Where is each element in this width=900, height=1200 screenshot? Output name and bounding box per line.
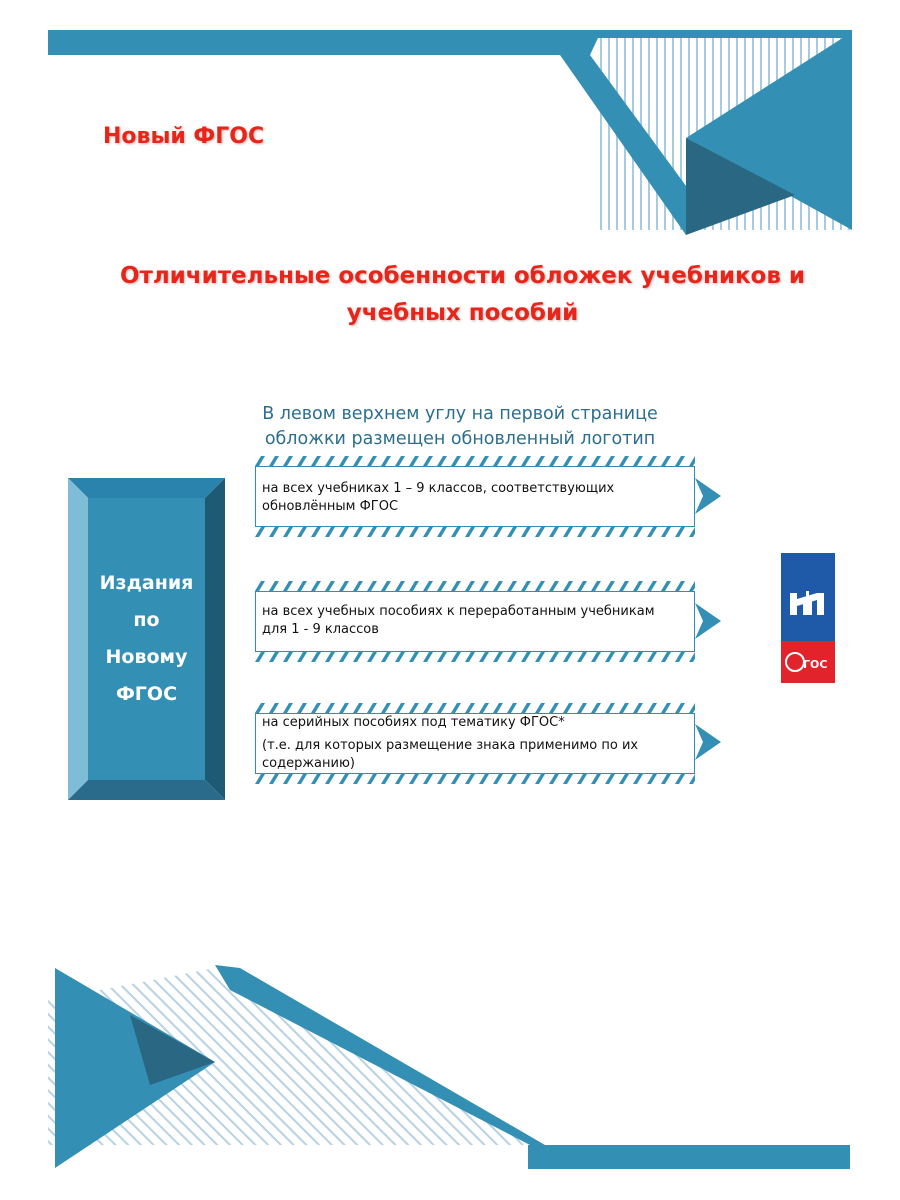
note-line-1: В левом верхнем углу на первой странице	[262, 404, 658, 424]
item-3-stripes-bottom	[255, 774, 695, 784]
item-2-line-1: на всех учебных пособиях к переработанным учебникам	[262, 604, 655, 619]
item-3-line-2: (т.е. для которых размещение знака применимо по их	[262, 738, 639, 753]
bottom-left-triangle	[55, 968, 215, 1168]
item-1-arrow-icon	[695, 478, 721, 514]
item-1-stripes-bottom	[255, 527, 695, 537]
item-3-line-3: содержанию)	[262, 756, 355, 771]
item-1-stripes-top	[255, 456, 695, 466]
item-3-arrow-icon	[695, 724, 721, 760]
item-2-box	[255, 591, 695, 652]
editions-line-2: по	[133, 609, 160, 631]
page-label: Новый ФГОС	[103, 124, 265, 149]
item-1-line-2: обновлённым ФГОС	[262, 499, 399, 514]
svg-text:ГОС: ГОС	[803, 658, 828, 671]
editions-line-1: Издания	[99, 572, 194, 594]
item-3-line-1: на серийных пособиях под тематику ФГОС*	[262, 715, 565, 730]
logo-placement-note	[230, 402, 690, 452]
editions-line-3: Новому	[105, 646, 188, 668]
fgos-logo-icon	[781, 553, 835, 683]
editions-line-4: ФГОС	[115, 683, 178, 705]
item-2-stripes-top	[255, 581, 695, 591]
title-line-2: учебных пособий	[346, 300, 579, 326]
editions-label	[88, 498, 205, 780]
title-line-1: Отличительные особенности обложек учебников и	[119, 263, 806, 289]
bottom-band	[528, 1145, 850, 1169]
item-2-arrow-icon	[695, 603, 721, 639]
page-title	[100, 258, 825, 332]
item-3-stripes-top	[255, 703, 695, 713]
bottom-stripe-area	[48, 968, 540, 1145]
bottom-diagonal-band	[215, 965, 545, 1145]
note-line-2: обложки размещен обновленный логотип	[264, 429, 656, 449]
item-1-line-1: на всех учебниках 1 – 9 классов, соответствующих	[262, 481, 615, 496]
item-3-box	[255, 713, 695, 774]
item-2-stripes-bottom	[255, 652, 695, 662]
item-2-line-2: для 1 - 9 классов	[262, 622, 379, 637]
bottom-dark-triangle	[130, 1015, 215, 1085]
item-1-box	[255, 466, 695, 527]
